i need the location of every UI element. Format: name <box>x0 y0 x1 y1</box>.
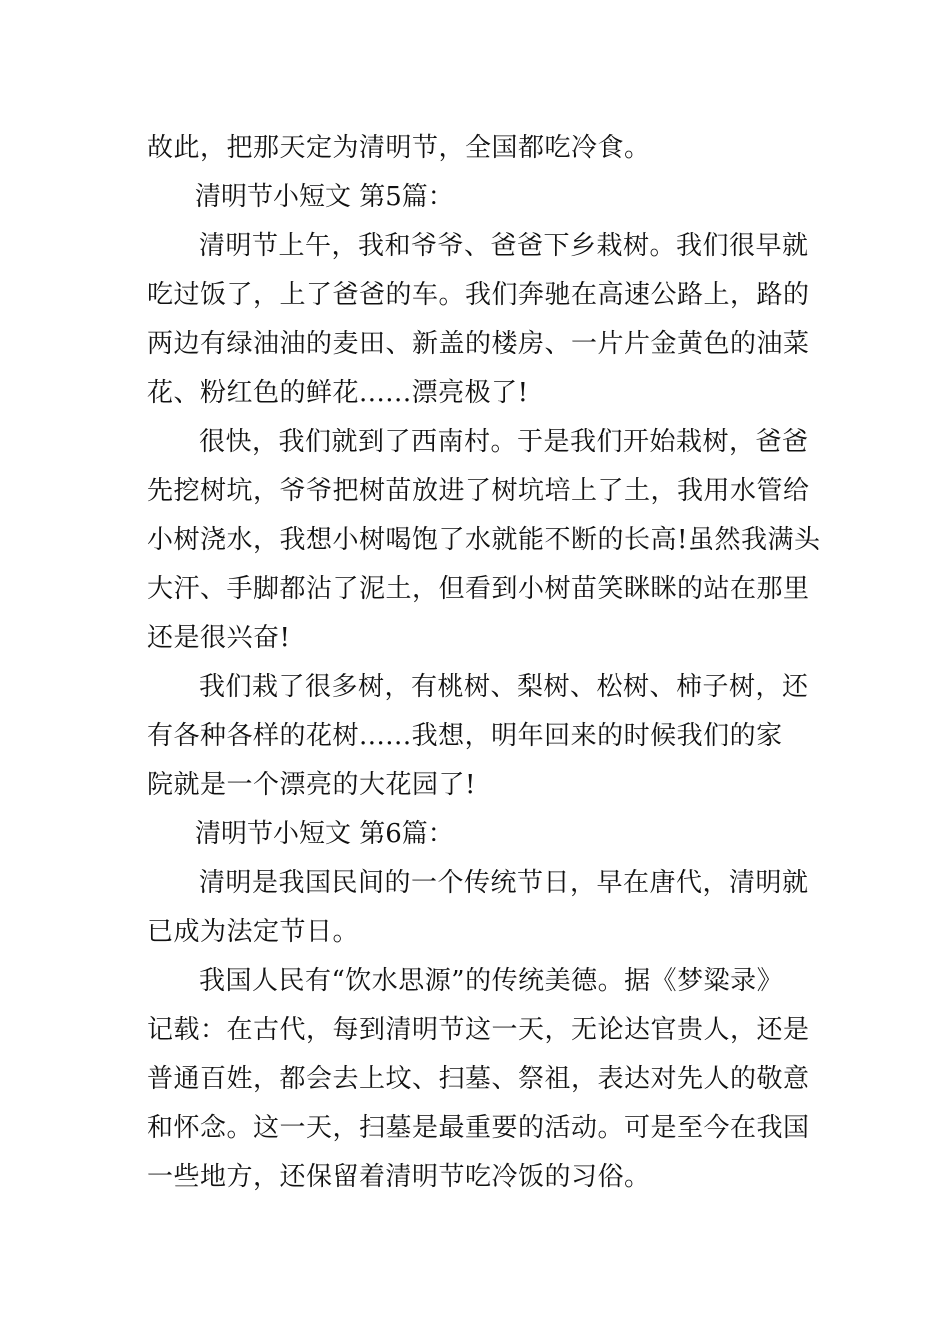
text-line: 院就是一个漂亮的大花园了! <box>147 770 476 800</box>
section-heading: 清明节小短文 第6篇： <box>195 819 454 849</box>
text-line: 记载：在古代，每到清明节这一天，无论达官贵人，还是 <box>147 1015 810 1045</box>
text-line: 普通百姓，都会去上坟、扫墓、祭祖，表达对先人的敬意 <box>147 1064 810 1094</box>
section-heading: 清明节小短文 第5篇： <box>195 182 454 212</box>
text-line: 清明节上午，我和爷爷、爸爸下乡栽树。我们很早就 <box>199 231 809 261</box>
text-line: 有各种各样的花树......我想，明年回来的时候我们的家 <box>147 721 783 751</box>
text-line: 还是很兴奋! <box>147 623 291 653</box>
text-line: 已成为法定节日。 <box>147 917 360 947</box>
text-line: 很快，我们就到了西南村。于是我们开始栽树，爸爸 <box>199 427 809 457</box>
text-line: 吃过饭了，上了爸爸的车。我们奔驰在高速公路上，路的 <box>147 280 810 310</box>
text-line: 我们栽了很多树，有桃树、梨树、松树、柿子树，还 <box>199 672 809 702</box>
text-line: 我国人民有“饮水思源”的传统美德。据《梦粱录》 <box>199 966 784 996</box>
text-line: 花、粉红色的鲜花......漂亮极了! <box>147 378 529 408</box>
text-line: 大汗、手脚都沾了泥土，但看到小树苗笑眯眯的站在那里 <box>147 574 810 604</box>
text-line: 两边有绿油油的麦田、新盖的楼房、一片片金黄色的油菜 <box>147 329 810 359</box>
text-line: 和怀念。这一天，扫墓是最重要的活动。可是至今在我国 <box>147 1113 810 1143</box>
text-line: 故此，把那天定为清明节，全国都吃冷食。 <box>147 133 651 163</box>
text-line: 先挖树坑，爷爷把树苗放进了树坑培上了土，我用水管给 <box>147 476 810 506</box>
text-line: 清明是我国民间的一个传统节日，早在唐代，清明就 <box>199 868 809 898</box>
text-line: 一些地方，还保留着清明节吃冷饭的习俗。 <box>147 1162 651 1192</box>
document-text <box>147 124 821 1202</box>
text-line: 小树浇水，我想小树喝饱了水就能不断的长高!虽然我满头 <box>147 525 821 555</box>
